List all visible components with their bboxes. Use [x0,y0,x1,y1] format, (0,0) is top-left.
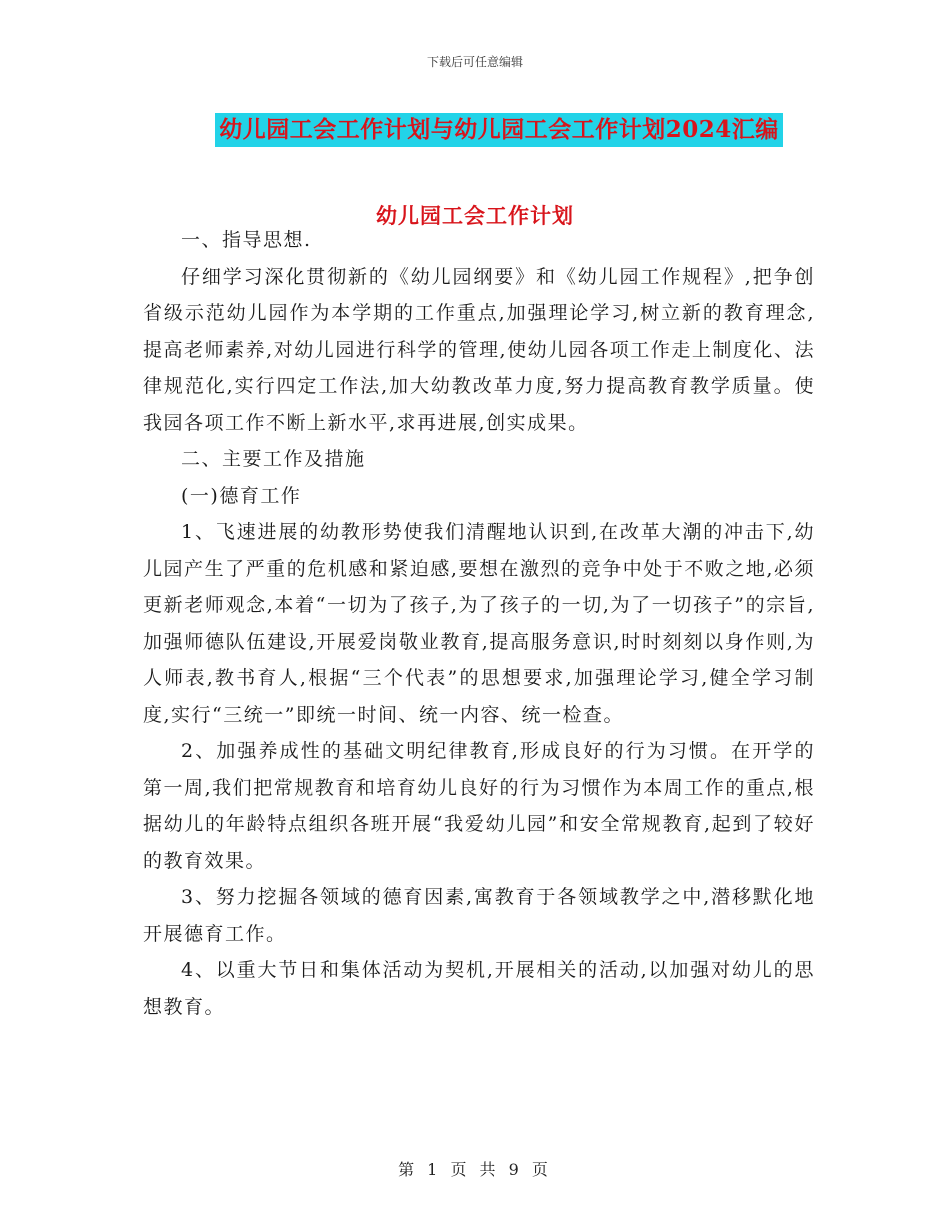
paragraph-guiding-ideology: 仔细学习深化贯彻新的《幼儿园纲要》和《幼儿园工作规程》,把争创省级示范幼儿园作为本学期的工作重点,加强理论学习,树立新的教育理念,提高老师素养,对幼儿园进行科学的管理,使幼儿园各项工作走上制度化、法律规范化,实行四定工作法,加大幼教改革力度,努力提高教育教学质量。使我园各项工作不断上新水平,求再进展,创实成果。 [143,265,815,434]
heading-main-work: 二、主要工作及措施 [181,448,366,470]
page-number-footer: 第 1 页 共 9 页 [398,1160,552,1179]
document-title-container [0,113,950,147]
heading-moral-education: (一)德育工作 [181,484,302,507]
paragraph-item-1: 1、飞速进展的幼教形势使我们清醒地认识到,在改革大潮的冲击下,幼儿园产生了严重的危机感和紧迫感,要想在激烈的竞争中处于不败之地,必须更新老师观念,本着“一切为了孩子,为了孩子的一切,为了一切孩子”的宗旨,加强师德队伍建设,开展爱岗敬业教育,提高服务意识,时时刻刻以身作则,为人师表,教书育人,根据“三个代表”的思想要求,加强理论学习,健全学习制度,实行“三统一”即统一时间、统一内容、统一检查。 [143,521,815,726]
paragraph-item-2: 2、加强养成性的基础文明纪律教育,形成良好的行为习惯。在开学的第一周,我们把常规教育和培育幼儿良好的行为习惯作为本周工作的重点,根据幼儿的年龄特点组织各班开展“我爱幼儿园”和安全常规教育,起到了较好的教育效果。 [143,740,815,872]
document-title: 幼儿园工会工作计划与幼儿园工会工作计划2024汇编 [215,113,783,147]
document-body [143,222,815,1025]
section-title: 幼儿园工会工作计划 [376,203,574,228]
heading-guiding-ideology: 一、指导思想. [181,229,312,251]
paragraph-item-3: 3、努力挖掘各领域的德育因素,寓教育于各领域教学之中,潜移默化地开展德育工作。 [143,886,815,945]
page-header-note: 下载后可任意编辑 [426,55,523,69]
paragraph-item-4: 4、以重大节日和集体活动为契机,开展相关的活动,以加强对幼儿的思想教育。 [143,959,815,1018]
